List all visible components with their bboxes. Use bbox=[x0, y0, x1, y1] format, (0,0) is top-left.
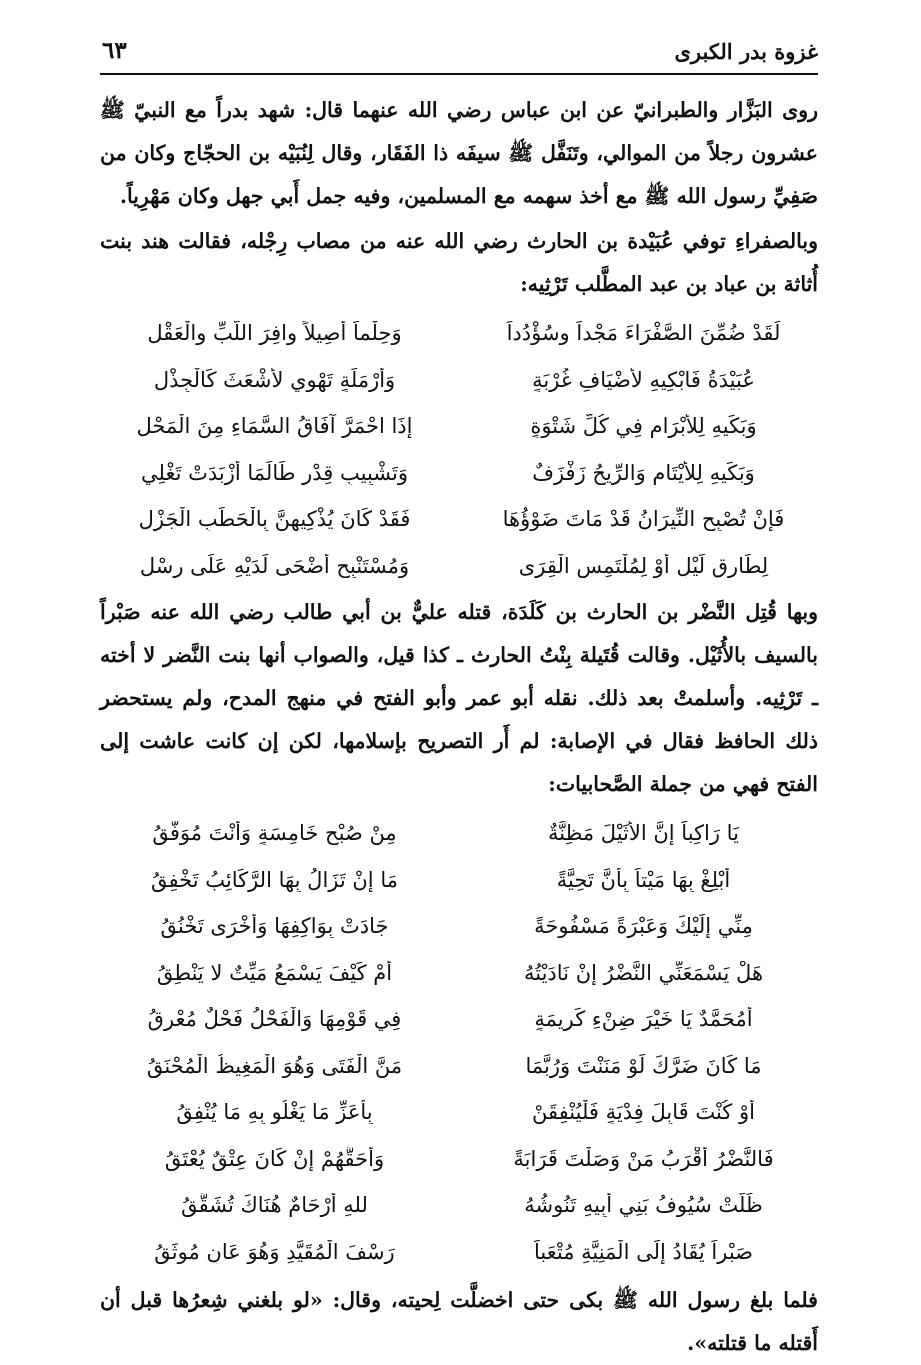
poem-couplet bbox=[100, 543, 818, 590]
running-title: غزوة بدر الكبرى bbox=[674, 39, 818, 64]
poem-couplet bbox=[100, 1136, 818, 1183]
poem-couplet bbox=[100, 903, 818, 950]
poem-couplet bbox=[100, 1229, 818, 1276]
first-hemistich: أَمُحَمَّدٌ يَا خَيْرَ ضِنْءِ كَرِيمَةٍ bbox=[534, 1007, 753, 1032]
second-hemistich: مَا إِنْ تَزَالُ بِهَا الرَّكَائِبُ تَخْفِقُ bbox=[151, 867, 398, 892]
poem-couplet bbox=[100, 950, 818, 997]
second-hemistich: أَمْ كَيْفَ يَسْمَعُ مَيِّتٌ لا يَنْطِقُ bbox=[156, 960, 393, 985]
paragraph-nadr-killing: وبها قُتِل النَّضْر بن الحارث بن كَلَدَة، قتله عليٌّ بن أبي طالب رضي الله عنه صَبْراً بالسيف بالأُثَيْل. وقالت قُتَيلة بِنْتُ الحارث ـ كذا قيل، والصواب أنها بنت النَّضر لا أخته ـ تَرْثِيه. وأسلمتْ بعد ذلك. نقله أبو عمر وأبو الفتح في منهج المدح، ولم يستحضر ذلك الحافظ فقال في الإصابة: لم أَر التصريح بإسلامها، لكن إن كانت عاشت إلى الفتح فهي من جملة الصَّحابيات: bbox=[100, 600, 818, 796]
page-number: ٦٣ bbox=[102, 37, 127, 64]
second-hemistich: إِذَا احْمَرَّ آفَاقُ السَّمَاءِ مِنَ الْمَحْلِ bbox=[136, 414, 413, 439]
poem-couplet bbox=[100, 450, 818, 497]
first-hemistich: مِنِّي إِلَيْكَ وَعَبْرَةً مَسْفُوحَةً bbox=[534, 914, 753, 939]
poem-couplet bbox=[100, 403, 818, 450]
second-hemistich: وَأَحَقُّهُمْ إِنْ كَانَ عِتْقٌ يُعْتَقُ bbox=[164, 1146, 385, 1171]
second-hemistich: فِي قَوْمِهَا وَالْفَحْلُ فَحْلٌ مُعْرِقُ bbox=[147, 1007, 402, 1032]
first-hemistich: عُبَيْدَةُ فَابْكِيهِ لأَضْيَافِ غُرْبَةٍ bbox=[532, 367, 755, 392]
page-header bbox=[100, 25, 818, 75]
first-hemistich: لِطَارِقِ لَيْلٍ أَوْ لِمُلْتَمِسِ الْقِرَى bbox=[518, 553, 769, 578]
first-hemistich: وَبَكِّيهِ لِلأَيْتَامِ وَالرِّيحُ زَفْزَفٌ bbox=[532, 460, 755, 485]
second-hemistich: جَادَتْ بِوَاكِفِهَا وَأُخْرَى تَخْنُقُ bbox=[160, 914, 389, 939]
second-hemistich: بِأَعَزِّ مَا يَغْلُو بِهِ مَا يُنْفِقُ bbox=[176, 1100, 373, 1125]
elegy-poem-qutayla bbox=[100, 810, 818, 1275]
poem-couplet bbox=[100, 357, 818, 404]
poem-couplet bbox=[100, 810, 818, 857]
second-hemistich: وَمُسْتَنْبِحٍ أَضْحَى لَدَيْهِ عَلَى رِسْلِ bbox=[139, 553, 410, 578]
second-hemistich: رَسْفَ الْمُقَيَّدِ وَهُوَ عَانٍ مُوثَقُ bbox=[154, 1239, 395, 1264]
first-hemistich: صَبْراً يُقَادُ إِلَى الْمَنِيَّةِ مُتْعَباً bbox=[533, 1239, 753, 1264]
elegy-poem-hind bbox=[100, 310, 818, 589]
second-hemistich: مِنْ صُبْحِ خَامِسَةٍ وَأَنْتَ مُوَفَّقُ bbox=[152, 821, 397, 846]
book-page bbox=[100, 25, 818, 1365]
first-hemistich: ظَلَّتْ سُيُوفُ بَنِي أَبِيهِ تَنُوشُهُ bbox=[524, 1193, 763, 1218]
poem-couplet bbox=[100, 496, 818, 543]
first-hemistich: وَبَكِّيهِ لِلأَبْرَامِ فِي كُلِّ شَتْوَةٍ bbox=[530, 414, 757, 439]
second-hemistich: وَأَرْمَلَةٍ تَهْوِي لأَشْعَثَ كَالْجِذْلِ bbox=[153, 367, 396, 392]
first-hemistich: مَا كَانَ ضَرَّكَ لَوْ مَنَنْتَ وَرُبَّمَا bbox=[525, 1053, 762, 1078]
paragraph-ubayda-death: وبالصفراءِ توفي عُبَيْدة بن الحارث رضي الله عنه من مصاب رِجْله، فقالت هند بنت أُثاثة بن عباد بن عبد المطَّلب تَرْثِيه: bbox=[100, 229, 818, 296]
second-hemistich: للهِ أَرْحَامٌ هُنَاكَ تُشَقَّقُ bbox=[181, 1193, 368, 1218]
first-hemistich: فَإِنْ تُصْبِحِ النِّيرَانُ قَدْ مَاتَ ضَوْؤُهَا bbox=[502, 507, 785, 532]
first-hemistich: يَا رَاكِباً إِنَّ الأُثَيْلَ مَظِنَّةٌ bbox=[548, 821, 739, 846]
second-hemistich: فَقَدْ كَانَ يُذْكِيهِنَّ بِالْحَطَبِ الْجَزْلِ bbox=[138, 507, 411, 532]
second-hemistich: وَتَشْبِيبِ قِدْرٍ طَالَمَا أَزْبَدَتْ تَغْلِي bbox=[140, 460, 408, 485]
second-hemistich: مَنَّ الْفَتَى وَهُوَ الْمَغِيظُ الْمُحْنَقُ bbox=[146, 1053, 403, 1078]
poem-couplet bbox=[100, 1182, 818, 1229]
first-hemistich: فَالنَّضْرُ أَقْرَبُ مَنْ وَصَلْتَ قَرَابَةً bbox=[513, 1146, 774, 1171]
paragraph-prophet-reaction: فلما بلغ رسول الله ﷺ بكى حتى اخضلَّت لِحيته، وقال: «لو بلغني شِعرُها قبل أن أَقتله ما قتلته». bbox=[100, 1288, 818, 1355]
first-hemistich: أَوْ كُنْتَ قَابِلَ فِدْيَةٍ فَلْيُنْفِقَنْ bbox=[532, 1100, 755, 1125]
first-hemistich: لَقَدْ ضُمِّنَ الصَّفْرَاءَ مَجْداً وسُؤْدُداً bbox=[506, 321, 781, 346]
paragraph-bazzar-narration: روى البَزَّار والطبرانيّ عن ابن عباس رضي الله عنهما قال: شهد بدراً مع النبيّ ﷺ عشرون رجلاً من الموالي، وتَنَفَّل ﷺ سيفَه ذا الفَقَار، وقال لِنُبَيْه بن الحجّاج وكان من صَفِيِّ رسول الله ﷺ مع أخذ سهمه مع المسلمين، وفيه جمل أَبي جهل وكان مَهْرِياً. bbox=[100, 98, 818, 208]
poem-couplet bbox=[100, 1043, 818, 1090]
second-hemistich: وَحِلْماً أَصِيلاً وافِرَ اللُّبِّ والْعَقْلِ bbox=[147, 321, 402, 346]
poem-couplet bbox=[100, 310, 818, 357]
poem-couplet bbox=[100, 857, 818, 904]
poem-couplet bbox=[100, 1089, 818, 1136]
first-hemistich: هَلْ يَسْمَعَنِّي النَّضْرُ إِنْ نَادَيْتُهُ bbox=[523, 960, 764, 985]
poem-couplet bbox=[100, 996, 818, 1043]
first-hemistich: أَبْلِغْ بِهَا مَيْتاً بِأَنَّ تَحِيَّةً bbox=[556, 867, 731, 892]
